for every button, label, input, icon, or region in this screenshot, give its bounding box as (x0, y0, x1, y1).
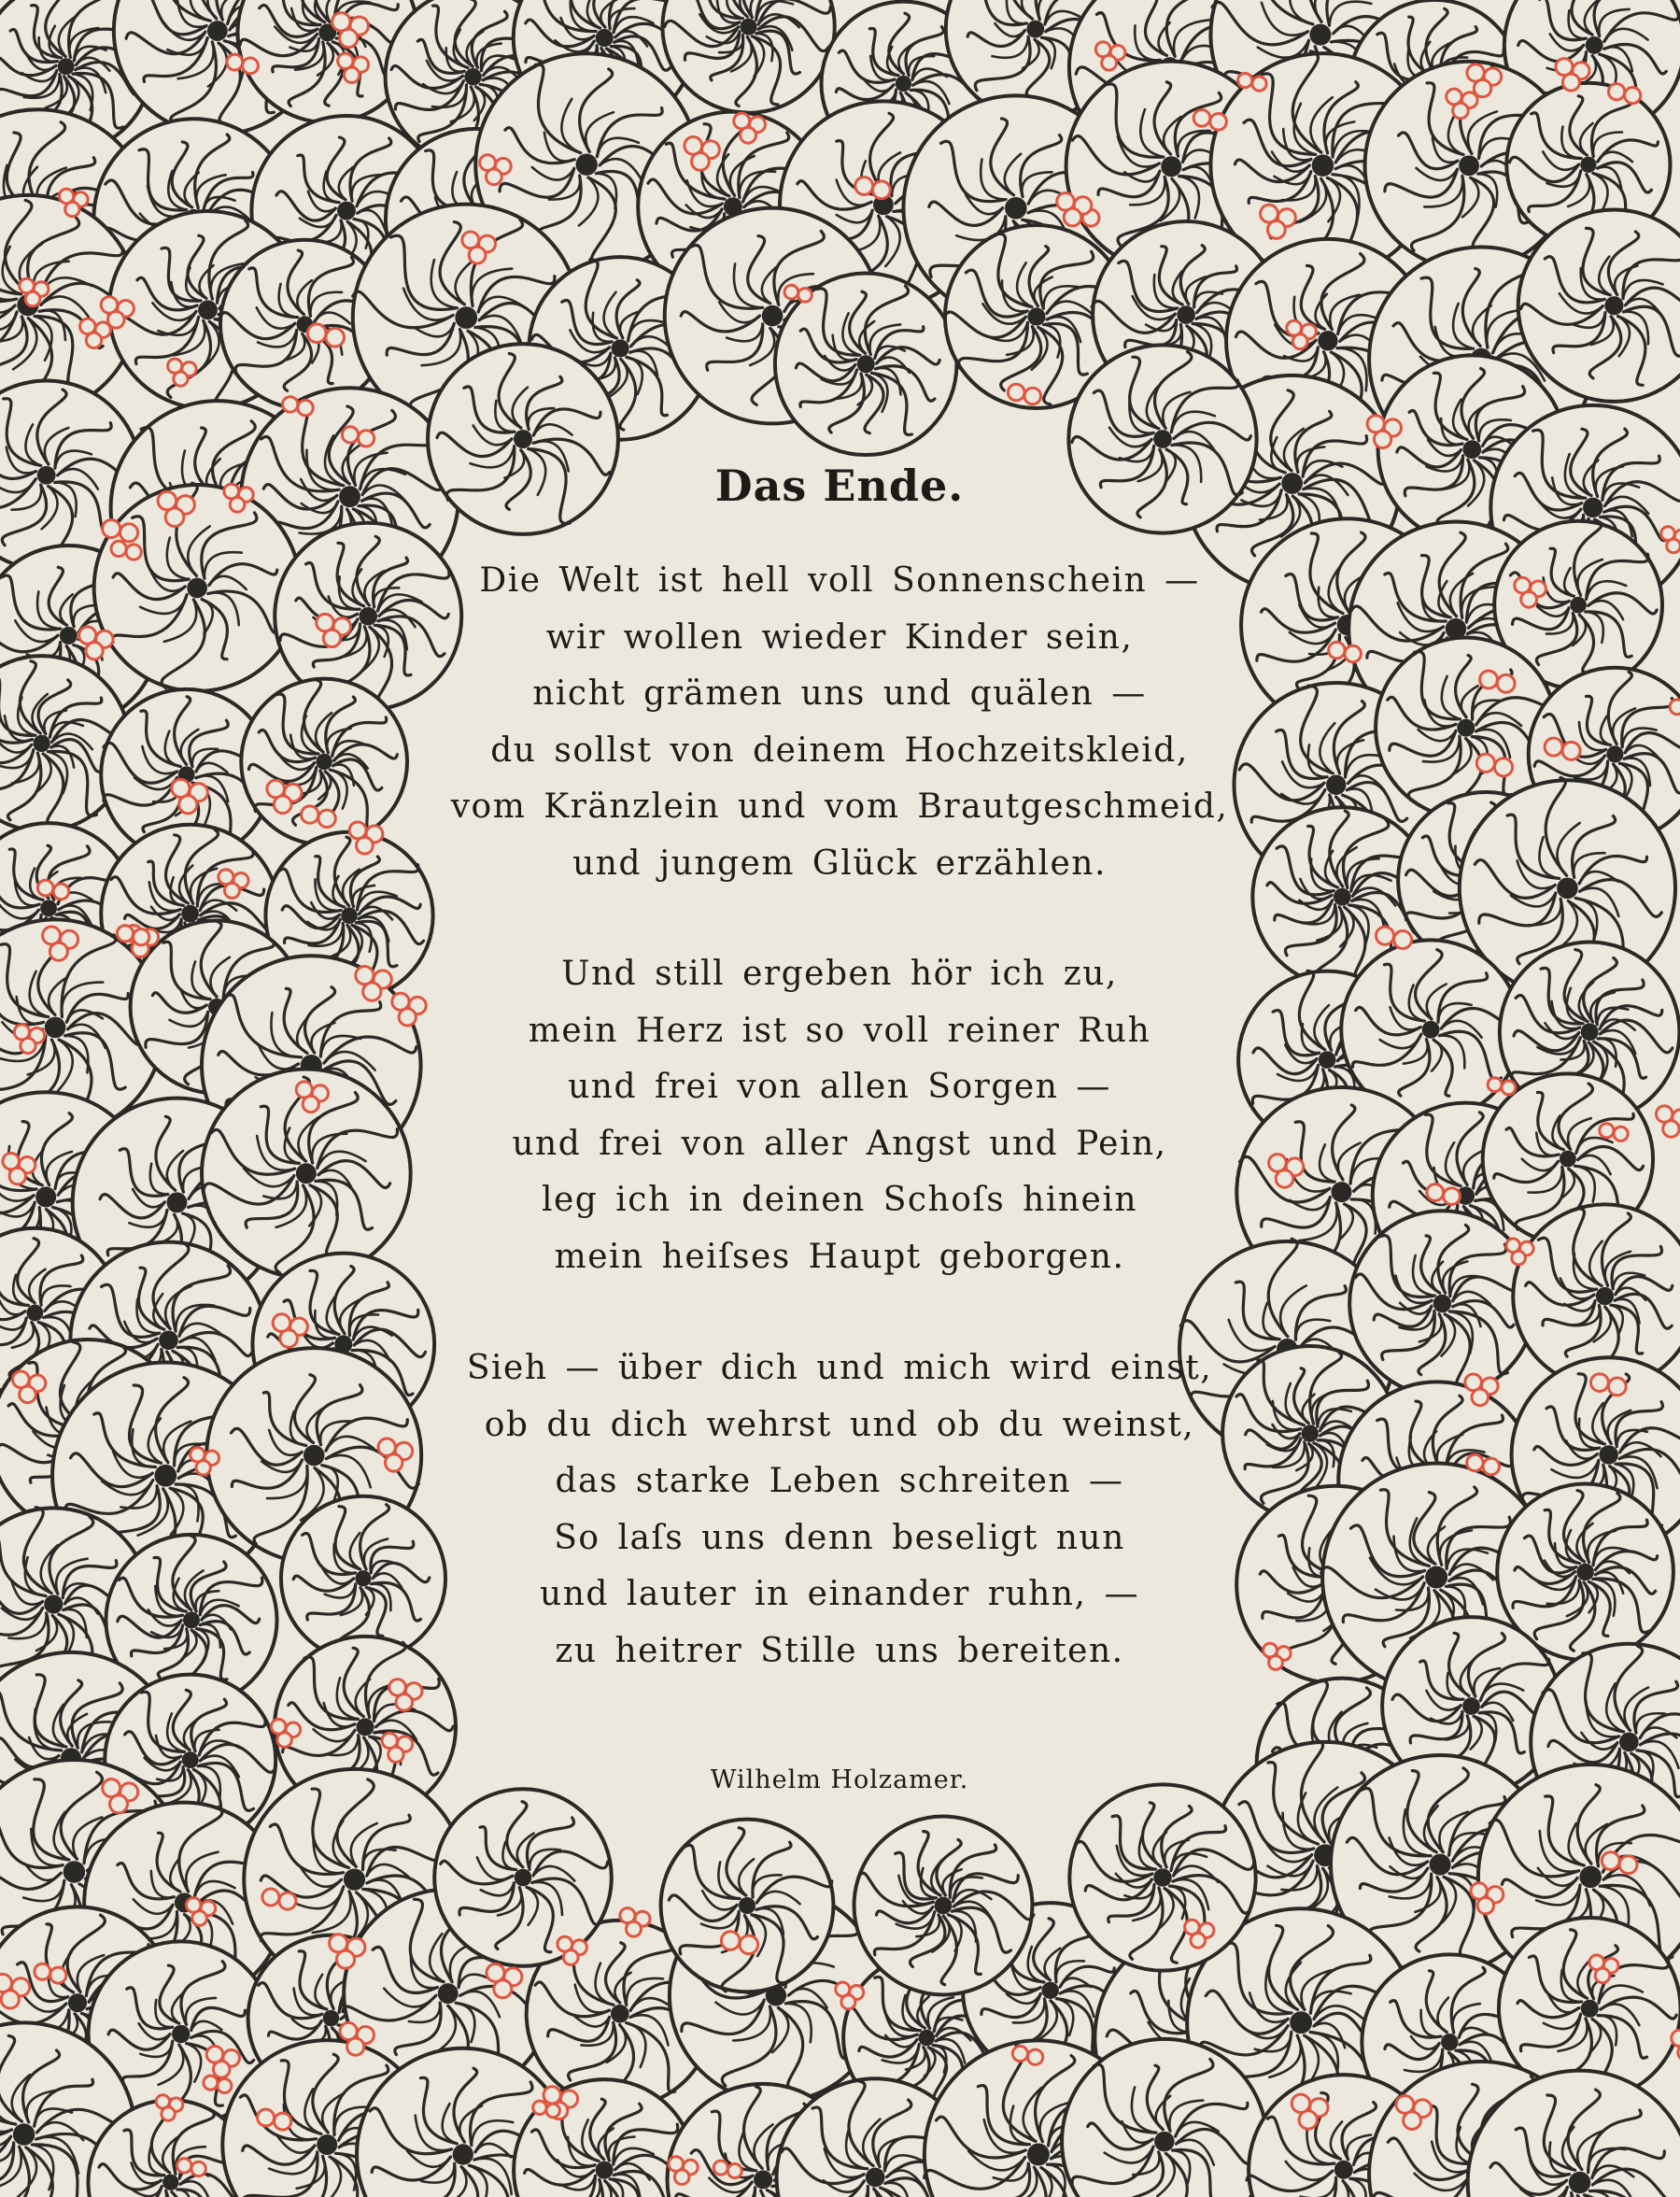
berry-cluster (283, 397, 314, 416)
poem-line: und lauter in einander ruhn, — (540, 1575, 1139, 1613)
poem-line: Und still ergeben hör ich zu, (561, 955, 1118, 993)
stanza-3 (437, 1340, 1242, 1680)
poem-line: mein Herz ist so voll reiner Ruh (528, 1011, 1151, 1050)
berry-cluster (111, 541, 141, 560)
flower-ornament (1349, 1211, 1534, 1396)
berry-cluster (533, 2101, 560, 2118)
berry-cluster (784, 285, 812, 302)
poem-line: und frei von allen Sorgen — (568, 1068, 1111, 1106)
poem-line: und jungem Glück erzählen. (572, 843, 1107, 883)
poem-line: das starke Leben schreiten — (555, 1462, 1124, 1500)
stanza-1 (437, 553, 1242, 892)
poem-title: Das Ende. (714, 461, 965, 511)
poem-line: Die Welt ist hell voll Sonnenschein — (479, 561, 1200, 600)
poem-line: leg ich in deinen Schoſs hinein (541, 1181, 1138, 1219)
berry-cluster (1600, 1124, 1628, 1141)
poem-line: vom Kränzlein und vom Brautgeschmeid, (450, 787, 1229, 826)
poem-panel (437, 411, 1242, 1906)
berry-cluster (227, 54, 258, 74)
berry-cluster (1238, 74, 1267, 92)
berry-cluster (204, 2076, 232, 2092)
poem-line: zu heitrer Stille uns bereiten. (555, 1631, 1124, 1670)
stanza-2 (437, 946, 1242, 1285)
poem-author: Wilhelm Holzamer. (710, 1765, 969, 1794)
flower-ornament (94, 483, 301, 691)
poem-line: wir wollen wieder Kinder sein, (545, 617, 1134, 657)
berry-cluster (1012, 2046, 1042, 2064)
berry-cluster (1488, 1078, 1516, 1095)
poem-line: du sollst von deinem Hochzeitskleid, (490, 730, 1189, 770)
berry-cluster (177, 2159, 206, 2176)
poem-line: ob du dich wehrst und ob du weinst, (484, 1405, 1195, 1444)
berry-cluster (713, 2161, 741, 2177)
poem-line: und frei von aller Angst und Pein, (512, 1124, 1167, 1163)
poem-line: mein heiſses Haupt geborgen. (554, 1237, 1125, 1276)
poem-line: Sieh — über dich und mich wird einst, (466, 1349, 1213, 1387)
poem-line: nicht grämen uns und quälen — (532, 674, 1147, 713)
poem-line: So laſs uns denn beseligt nun (554, 1518, 1125, 1557)
